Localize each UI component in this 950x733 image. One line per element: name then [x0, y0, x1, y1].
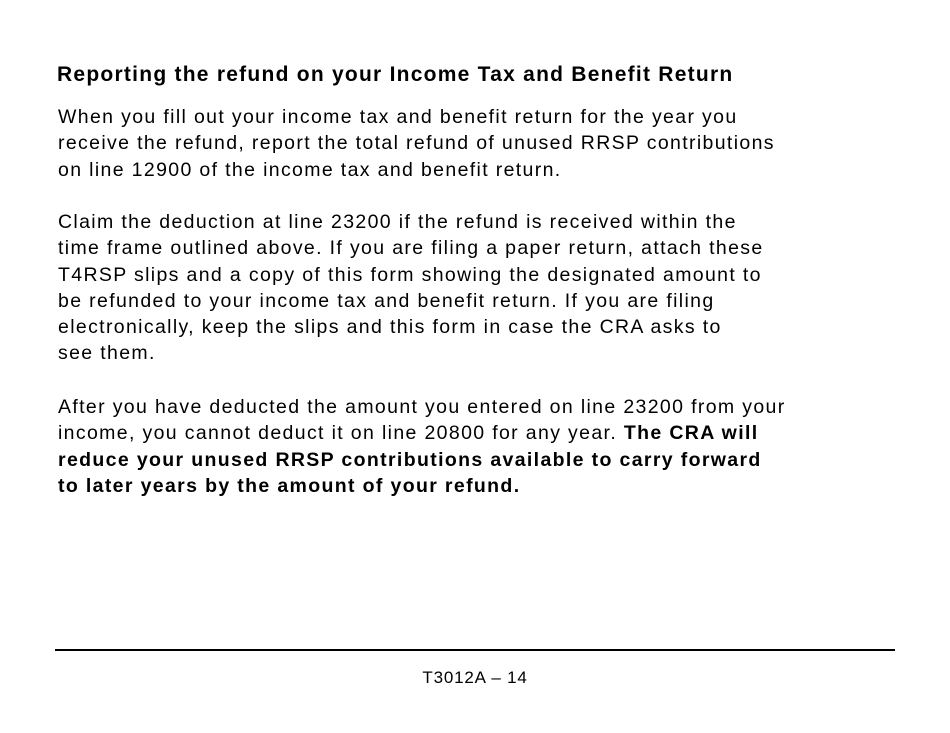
paragraph-line: After you have deducted the amount you entered on line 23200 from your	[58, 396, 786, 418]
paragraph-line: T4RSP slips and a copy of this form showing the designated amount to	[58, 263, 762, 286]
paragraph-line: receive the refund, report the total refund of unused RRSP contributions	[58, 132, 775, 155]
paragraph-line: When you fill out your income tax and benefit return for the year you	[58, 106, 738, 128]
paragraph-line: electronically, keep the slips and this form in case the CRA asks to	[58, 316, 722, 339]
paragraph-report-refund	[58, 104, 918, 183]
paragraph-line-mixed	[58, 420, 918, 446]
emphasis-line: reduce your unused RRSP contributions available to carry forward	[58, 448, 762, 471]
paragraph-line: on line 12900 of the income tax and benefit return.	[58, 158, 562, 181]
emphasis-line: to later years by the amount of your refund.	[58, 474, 521, 497]
section-heading: Reporting the refund on your Income Tax and Benefit Return	[57, 63, 734, 86]
paragraph-text: income, you cannot deduct it on line 20800 for any year.	[58, 422, 624, 445]
emphasis-text: The CRA will	[623, 422, 759, 445]
paragraph-line: be refunded to your income tax and benefit return. If you are filing	[58, 289, 715, 312]
paragraph-line: time frame outlined above. If you are filing a paper return, attach these	[58, 237, 764, 260]
paragraph-claim-deduction	[58, 209, 918, 367]
footer-divider	[55, 649, 895, 651]
paragraph-line: see them.	[58, 342, 156, 365]
paragraph-line: Claim the deduction at line 23200 if the refund is received within the	[58, 211, 737, 233]
page-footer-label: T3012A – 14	[422, 668, 528, 687]
paragraph-after-deduction	[58, 394, 918, 499]
